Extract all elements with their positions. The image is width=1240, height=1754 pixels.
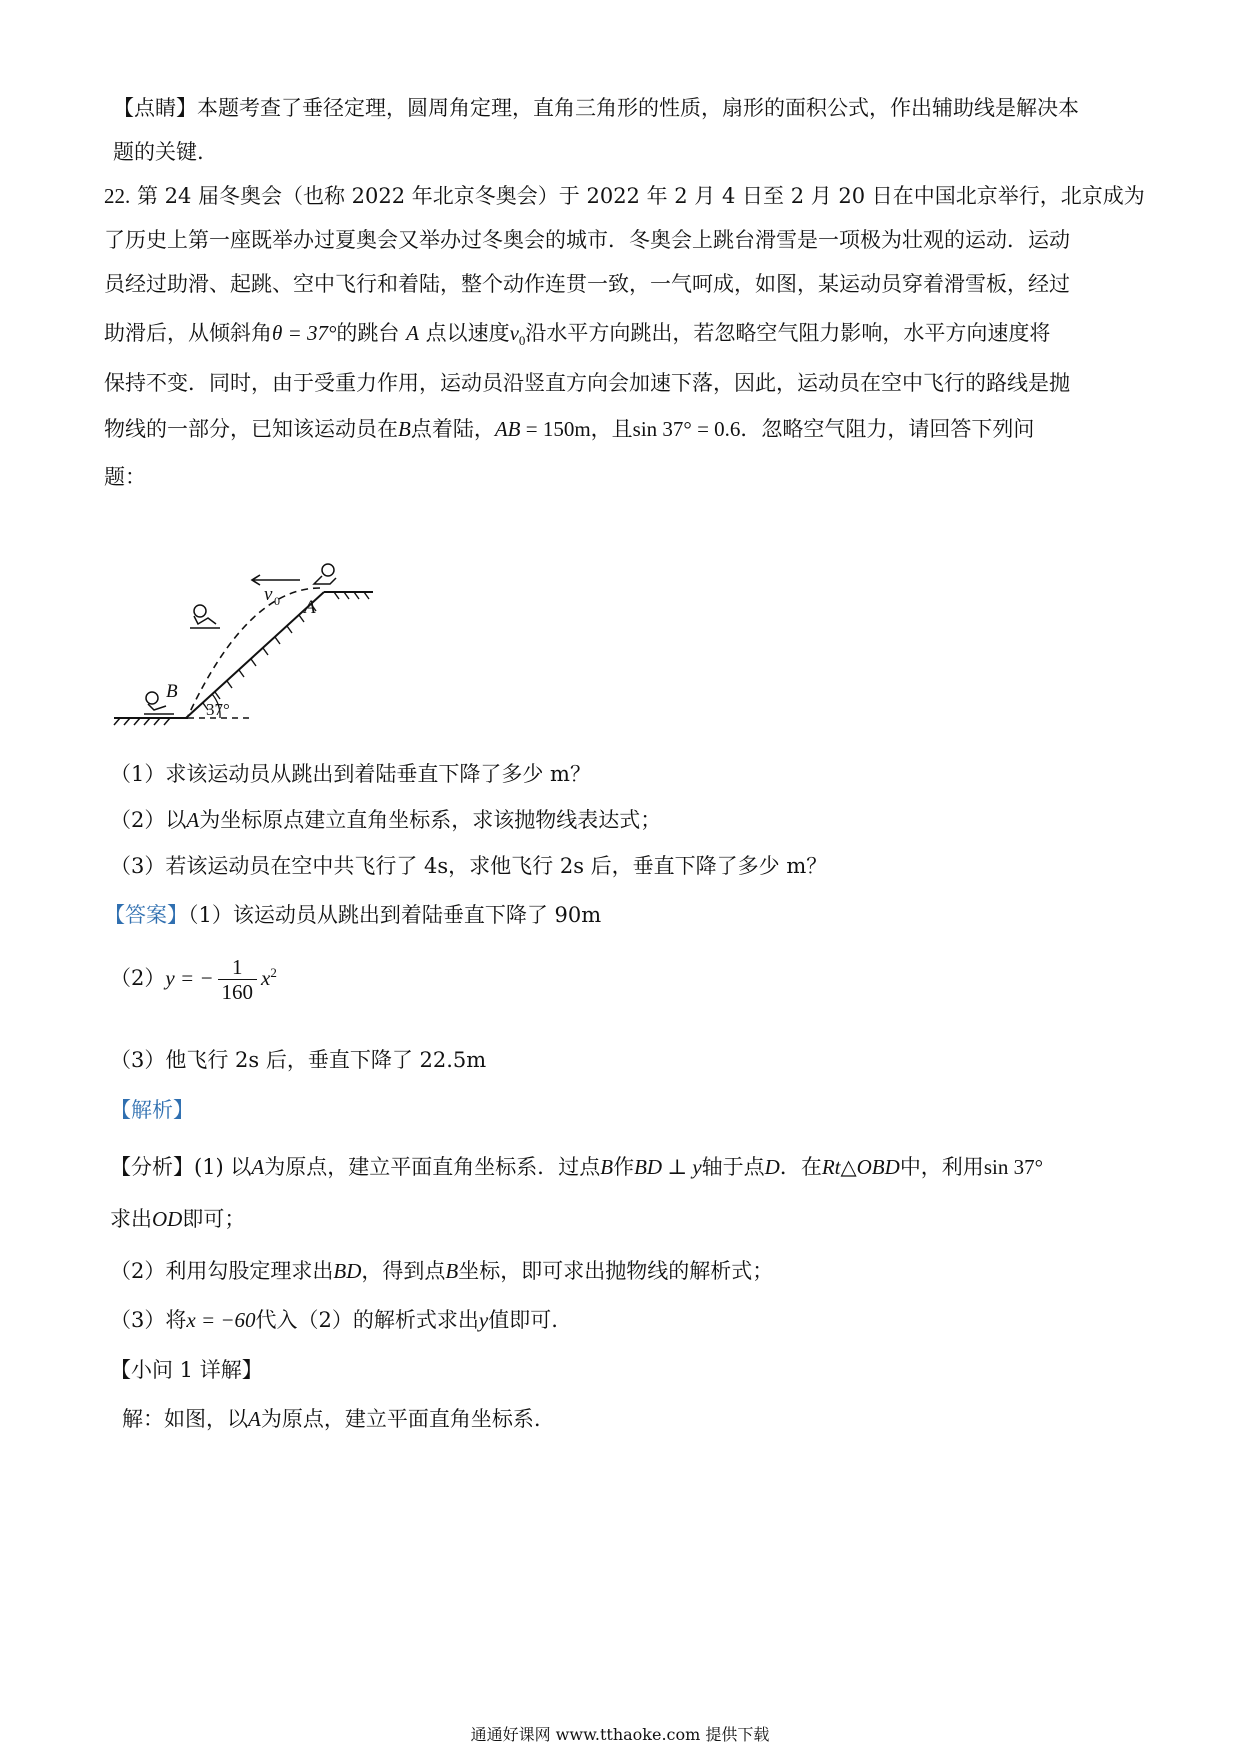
label-b: B — [166, 681, 178, 702]
subq-2 — [110, 808, 661, 833]
analysis-text-1d: 轴于点 — [701, 1155, 765, 1179]
question-line-6 — [104, 417, 1034, 442]
ab-value: = 150m — [520, 417, 591, 441]
question-line-4 — [104, 321, 1050, 349]
analysis-triangle: Rt△OBD — [821, 1155, 900, 1179]
subq-2-text-b: 为坐标原点建立直角坐标系，求该抛物线表达式； — [199, 808, 662, 832]
analysis-point-d: D — [764, 1155, 780, 1179]
question-number: 22. — [104, 184, 131, 208]
label-v-sub: 0 — [274, 594, 280, 608]
analysis-x-value: x = −60 — [186, 1308, 256, 1332]
velocity-subscript: 0 — [518, 333, 526, 349]
analysis-bd-perp: BD ⊥ y — [634, 1155, 702, 1179]
question-text-6c: ，且 — [590, 417, 633, 441]
label-v: v — [264, 584, 273, 605]
sub1-text-a: 解：如图，以 — [122, 1407, 248, 1431]
dianjing-line-2: 题的关键. — [113, 140, 204, 164]
skier-top-icon — [314, 564, 336, 584]
analysis-line-4 — [110, 1308, 558, 1333]
analysis-text-2b: 即可； — [182, 1207, 246, 1231]
analysis-text-1e: ．在 — [779, 1155, 822, 1179]
analysis-text-4a: （3）将 — [110, 1308, 187, 1332]
answer-2-fraction — [218, 955, 258, 1004]
answer-2-x: x — [261, 966, 271, 991]
analysis-line-2 — [110, 1207, 245, 1232]
analysis-text-4c: 值即可. — [488, 1308, 558, 1332]
dianjing-label: 【点睛】 — [113, 96, 197, 120]
question-text-4a: 助滑后，从倾斜角 — [104, 321, 272, 345]
velocity-symbol: v — [509, 321, 519, 345]
question-text-6d: ．忽略空气阻力，请回答下列问 — [740, 417, 1035, 441]
analysis-text-1b: 为原点，建立平面直角坐标系．过点 — [264, 1155, 601, 1179]
subq-2-point-a: A — [186, 808, 200, 832]
question-text-1: 第 24 届冬奥会（也称 2022 年北京冬奥会）于 2022 年 2 月 4 日至 2 月 20 日在中国北京举行，北京成为 — [136, 184, 1145, 208]
label-angle: 37° — [206, 700, 230, 719]
analysis-text-1c: 作 — [613, 1155, 635, 1179]
answer-2-prefix: （2） — [110, 966, 166, 991]
subq-1: （1）求该运动员从跳出到着陆垂直下降了多少 m？ — [110, 762, 591, 786]
dianjing-text: 本题考查了垂径定理，圆周角定理，直角三角形的性质，扇形的面积公式，作出辅助线是解决本 — [197, 96, 1079, 120]
subq-3: （3）若该运动员在空中共飞行了 4s，求他飞行 2s 后，垂直下降了多少 m？ — [110, 854, 828, 878]
analysis-line-1 — [110, 1155, 1043, 1180]
question-text-6a: 物线的一部分，已知该运动员在 — [104, 417, 398, 441]
skier-middle-icon — [190, 605, 220, 628]
analysis-text-2a: 求出 — [110, 1207, 152, 1231]
ground-hatching — [114, 718, 170, 725]
answer-2-lhs: y = − — [165, 966, 214, 991]
subq-2-text-a: （2）以 — [110, 808, 187, 832]
analysis-text-4b: 代入（2）的解析式求出 — [255, 1308, 479, 1332]
question-line-2: 了历史上第一座既举办过夏奥会又举办过冬奥会的城市．冬奥会上跳台滑雪是一项极为壮观的运动．运动 — [104, 228, 1070, 252]
question-line-5: 保持不变．同时，由于受重力作用，运动员沿竖直方向会加速下落，因此，运动员在空中飞行的路线是抛 — [104, 371, 1070, 395]
question-text-4c: 点以速度 — [425, 321, 510, 345]
analysis-text-3c: 坐标，即可求出抛物线的解析式； — [458, 1259, 774, 1283]
analysis-label: 【分析】 — [110, 1155, 194, 1179]
question-line-7: 题： — [104, 465, 146, 489]
fraction-denominator: 160 — [221, 980, 254, 1005]
point-b: B — [398, 417, 411, 441]
question-text-4d: 沿水平方向跳出，若忽略空气阻力影响，水平方向速度将 — [525, 321, 1051, 345]
answer-1: （1）该运动员从跳出到着陆垂直下降了 90m — [188, 903, 602, 927]
analysis-line-3 — [110, 1259, 773, 1284]
theta-expression: θ = 37° — [272, 321, 337, 345]
analysis-point-b-2: B — [445, 1259, 459, 1283]
ab-symbol: AB — [494, 417, 521, 441]
jiexi-label: 【解析】 — [110, 1098, 194, 1122]
analysis-bd: BD — [333, 1259, 362, 1283]
question-text-6b: 点着陆， — [410, 417, 495, 441]
answer-line-2 — [110, 955, 277, 1004]
sub1-solution — [122, 1407, 541, 1432]
analysis-sin: sin 37° — [983, 1155, 1043, 1179]
answer-line-1 — [104, 903, 601, 928]
answer-label: 【答案】 — [104, 903, 188, 927]
analysis-text-3b: ，得到点 — [361, 1259, 446, 1283]
ski-jump-figure — [108, 558, 423, 730]
analysis-text-1f: 中，利用 — [899, 1155, 984, 1179]
question-line-1 — [104, 184, 1145, 209]
sin-expression: sin 37° = 0.6 — [632, 417, 741, 441]
question-text-4b: 的跳台 — [336, 321, 400, 345]
answer-line-3: （3）他飞行 2s 后，垂直下降了 22.5m — [110, 1048, 487, 1072]
dianjing-line-1 — [113, 96, 1079, 121]
fraction-numerator: 1 — [218, 955, 258, 980]
label-a: A — [304, 597, 316, 618]
analysis-point-a: A — [251, 1155, 265, 1179]
analysis-text-3a: （2）利用勾股定理求出 — [110, 1259, 334, 1283]
sub1-text-b: 为原点，建立平面直角坐标系. — [260, 1407, 541, 1431]
sub1-point-a: A — [248, 1407, 261, 1431]
analysis-text-1a: (1) 以 — [194, 1155, 252, 1179]
sub1-title: 【小问 1 详解】 — [110, 1358, 263, 1382]
platform-hatching — [334, 592, 369, 599]
point-a: A — [406, 321, 419, 345]
page-footer: 通通好课网 www.tthaoke.com 提供下载 — [470, 1725, 770, 1744]
answer-2-exponent: 2 — [270, 965, 277, 981]
analysis-y: y — [478, 1308, 489, 1332]
analysis-od: OD — [152, 1207, 183, 1231]
analysis-point-b: B — [600, 1155, 614, 1179]
question-line-3: 员经过助滑、起跳、空中飞行和着陆，整个动作连贯一致，一气呵成，如图，某运动员穿着滑雪板，经过 — [104, 272, 1070, 296]
